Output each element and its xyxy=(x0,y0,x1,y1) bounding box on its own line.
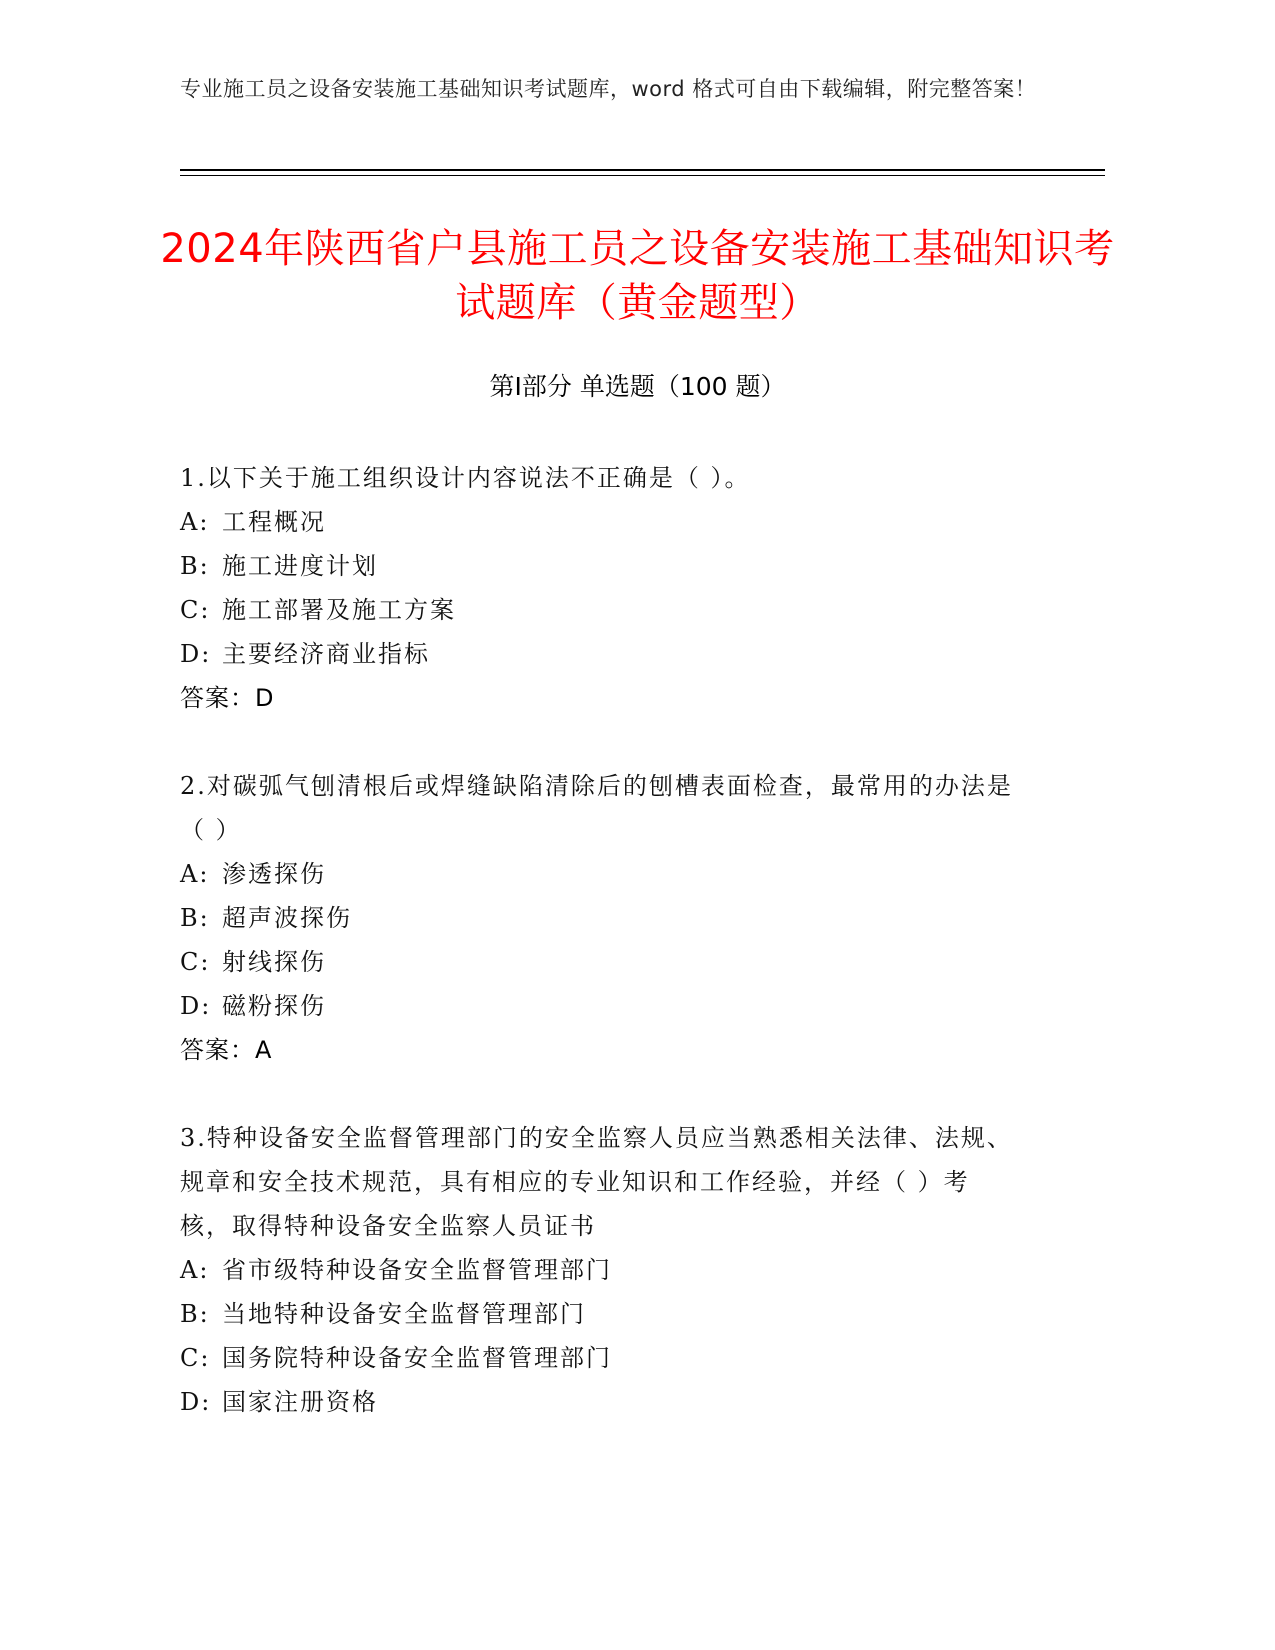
question-1 xyxy=(180,456,1020,720)
option-text: 工程概况 xyxy=(222,508,326,536)
option-key: B: xyxy=(180,904,210,932)
option-key: D: xyxy=(180,1388,212,1416)
option-key: B: xyxy=(180,552,210,580)
option-text: 磁粉探伤 xyxy=(222,992,326,1020)
option-d xyxy=(180,1380,1020,1424)
option-b xyxy=(180,544,1020,588)
option-key: C: xyxy=(180,948,211,976)
question-stem: 1.以下关于施工组织设计内容说法不正确是（ ）。 xyxy=(180,464,751,492)
question-stem: 2.对碳弧气刨清根后或焊缝缺陷清除后的刨槽表面检查，最常用的办法是（ ） xyxy=(180,772,1013,844)
section-title: 第Ⅰ部分 单选题（100 题） xyxy=(489,372,786,401)
option-text: 施工进度计划 xyxy=(222,552,378,580)
option-text: 主要经济商业指标 xyxy=(222,640,430,668)
option-key: D: xyxy=(180,992,212,1020)
header-divider-thick xyxy=(180,169,1105,171)
option-b xyxy=(180,896,1020,940)
option-key: B: xyxy=(180,1300,210,1328)
option-a xyxy=(180,500,1020,544)
answer-line: 答案：D xyxy=(180,684,275,712)
question-list xyxy=(180,456,1020,1468)
question-3 xyxy=(180,1116,1020,1424)
option-key: C: xyxy=(180,596,211,624)
option-text: 超声波探伤 xyxy=(222,904,352,932)
option-text: 当地特种设备安全监督管理部门 xyxy=(222,1300,586,1328)
option-text: 国家注册资格 xyxy=(222,1388,378,1416)
option-key: A: xyxy=(180,860,210,888)
option-c xyxy=(180,940,1020,984)
question-2 xyxy=(180,764,1020,1072)
option-a xyxy=(180,852,1020,896)
header-note: 专业施工员之设备安装施工基础知识考试题库，word 格式可自由下载编辑，附完整答案！ xyxy=(180,77,1037,101)
option-a xyxy=(180,1248,1020,1292)
option-d xyxy=(180,984,1020,1028)
option-key: C: xyxy=(180,1344,211,1372)
document-title: 2024年陕西省户县施工员之设备安装施工基础知识考试题库（黄金题型） xyxy=(160,226,1115,326)
answer-line: 答案：A xyxy=(180,1036,273,1064)
header-divider-thin xyxy=(180,175,1105,176)
option-key: A: xyxy=(180,1256,210,1284)
option-c xyxy=(180,1336,1020,1380)
question-stem: 3.特种设备安全监督管理部门的安全监察人员应当熟悉相关法律、法规、规章和安全技术规范，具有相应的专业知识和工作经验，并经（ ）考核，取得特种设备安全监察人员证书 xyxy=(180,1124,1013,1240)
option-key: D: xyxy=(180,640,212,668)
option-text: 省市级特种设备安全监督管理部门 xyxy=(222,1256,612,1284)
option-text: 射线探伤 xyxy=(222,948,326,976)
option-b xyxy=(180,1292,1020,1336)
option-text: 施工部署及施工方案 xyxy=(222,596,456,624)
option-text: 国务院特种设备安全监督管理部门 xyxy=(222,1344,612,1372)
option-c xyxy=(180,588,1020,632)
option-text: 渗透探伤 xyxy=(222,860,326,888)
option-key: A: xyxy=(180,508,210,536)
option-d xyxy=(180,632,1020,676)
